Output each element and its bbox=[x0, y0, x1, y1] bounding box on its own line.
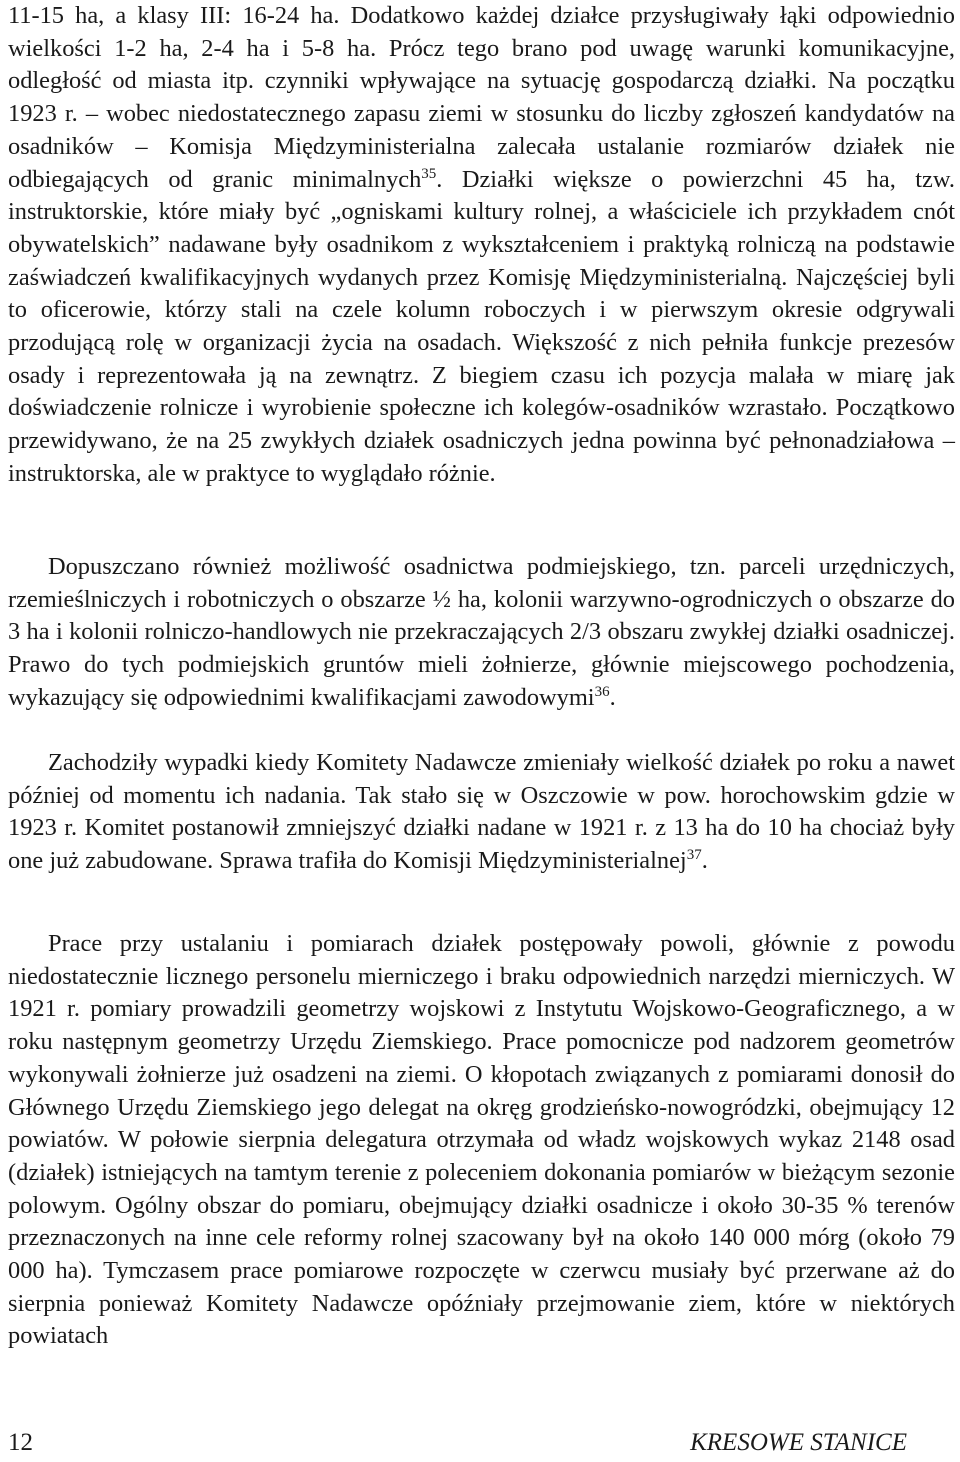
paragraph-4 bbox=[8, 928, 955, 1353]
paragraph-text: 11-15 ha, a klasy III: 16-24 ha. Dodatkowo każdej działce przysługiwały łąki odpowiednio wielkości 1-2 ha, 2-4 ha i 5-8 ha. Prócz tego brano pod uwagę warunki komunikacyjne, odległość od miasta itp. czynniki wpływające na sytuację gospodarczą działki. Na początku 1923 r. – wobec niedostatecznego zapasu ziemi w stosunku do liczby zgłoszeń kandydatów na osadników – Komisja Międzyministerialna zalecała ustalanie rozmiarów działek nie odbiegających od granic minimalnych bbox=[8, 2, 955, 193]
paragraph-text: . Działki większe o powierzchni 45 ha, tzw. instruktorskie, które miały być „ogniskami kultury rolnej, a właściciele ich przykładem cnót obywatelskich” nadawane były osadnikom z wykształceniem i praktyką rolniczą na podstawie zaświadczeń kwalifikacyjnych wydanych przez Komisję Międzyministerialną. Najczęściej byli to oficerowie, którzy stali na czele kolumn roboczych i w pierwszym okresie odgrywali przodującą rolę w organizacji życia na osadach. Większość z nich pełniła funkcje prezesów osady i reprezentowała ją na zewnątrz. Z biegiem czasu ich pozycja malała w miarę jak doświadczenie rolnicze i wyrobienie społeczne ich kolegów-osadników wzrastało. Początkowo przewidywano, że na 25 zwykłych działek osadniczych jedna powinna być pełnonadziałowa – instruktorska, ale w praktyce to wyglądało różnie. bbox=[8, 165, 955, 487]
paragraph-text: Prace przy ustalaniu i pomiarach działek postępowały powoli, głównie z powodu niedostatecznie licznego personelu mierniczego i braku odpowiednich narzędzi mierniczych. W 1921 r. pomiary prowadzili geometrzy wojskowi z Instytutu Wojskowo-Geograficznego, a w roku następnym geometrzy Urzędu Ziemskiego. Prace pomocnicze pod nadzorem geometrów wykonywali żołnierze już osadzeni na ziemi. O kłopotach związanych z pomiarami donosił do Głównego Urzędu Ziemskiego jego delegat na okręg grodzieńsko-nowogródzki, obejmujący 12 powiatów. W połowie sierpnia delegatura otrzymała od władz wojskowych wykaz 2148 osad (działek) istniejących na tamtym terenie z poleceniem dokonania pomiarów w bieżącym sezonie polowym. Ogólny obszar do pomiaru, obejmujący działki osadnicze i około 30-35 % terenów przeznaczonych na inne cele reformy rolnej szacowany był na około 140 000 mórg (około 79 000 ha). Tymczasem prace pomiarowe rozpoczęte w czerwcu musiały być przerwane aż do sierpnia ponieważ Komitety Nadawcze opóźniały przejmowanie ziem, które w niektórych powiatach bbox=[8, 930, 955, 1350]
paragraph-2 bbox=[8, 551, 955, 715]
paragraph-text: . bbox=[609, 683, 616, 711]
footnote-marker: 36 bbox=[594, 683, 610, 700]
footnote-marker: 37 bbox=[686, 847, 702, 864]
paragraph-1 bbox=[8, 0, 955, 491]
running-title: KRESOWE STANICE bbox=[690, 1429, 907, 1456]
paragraph-text: Zachodziły wypadki kiedy Komitety Nadawcze zmieniały wielkość działek po roku a nawet później od momentu ich nadania. Tak stało się w Oszczowie w pow. horochowskim gdzie w 1923 r. Komitet postanowił zmniejszyć działki nadane w 1921 r. z 13 ha do 10 ha chociaż były one już zabudowane. Sprawa trafiła do Komisji Międzyministerialnej bbox=[8, 749, 955, 875]
paragraph-text: Dopuszczano również możliwość osadnictwa podmiejskiego, tzn. parceli urzędniczych, rzemieślniczych i robotniczych o obszarze ½ ha, kolonii warzywno-ogrodniczych o obszarze do 3 ha i kolonii rolniczo-handlowych nie przekraczających 2/3 obszaru zwykłej działki osadniczej. Prawo do tych podmiejskich gruntów mieli żołnierze, głównie miejscowego pochodzenia, wykazujący się odpowiednimi kwalifikacjami zawodowymi bbox=[8, 553, 955, 711]
page-number: 12 bbox=[8, 1429, 33, 1456]
paragraph-3 bbox=[8, 747, 955, 878]
footnote-marker: 35 bbox=[421, 165, 437, 182]
paragraph-text: . bbox=[701, 847, 708, 875]
